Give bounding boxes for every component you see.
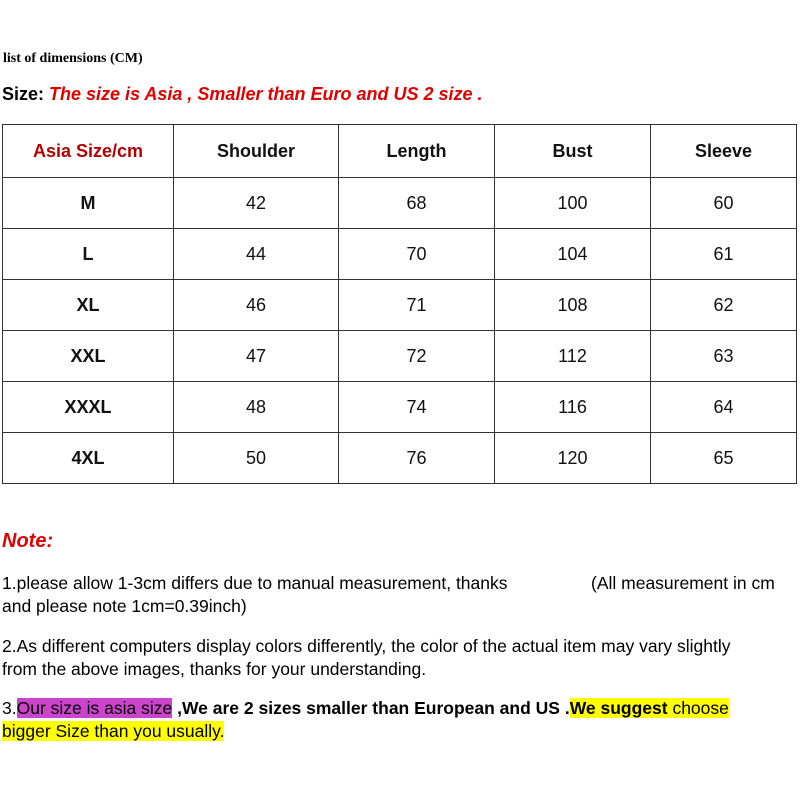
note-1-line-1: 1.please allow 1-3cm differs due to manual measurement, thanks xyxy=(2,573,508,593)
cell-sleeve: 64 xyxy=(651,382,797,433)
cell-bust: 120 xyxy=(495,433,651,484)
header-length: Length xyxy=(339,125,495,178)
cell-size: M xyxy=(3,178,174,229)
cell-size: L xyxy=(3,229,174,280)
size-note: The size is Asia , Smaller than Euro and US 2 size . xyxy=(49,84,483,104)
note-2-line-2: from the above images, thanks for your understanding. xyxy=(2,659,427,679)
header-shoulder: Shoulder xyxy=(174,125,339,178)
note-2 xyxy=(2,635,798,681)
cell-sleeve: 63 xyxy=(651,331,797,382)
cell-length: 71 xyxy=(339,280,495,331)
cell-bust: 112 xyxy=(495,331,651,382)
cell-size: XXXL xyxy=(3,382,174,433)
note-3-line-2 xyxy=(2,720,798,743)
cell-length: 70 xyxy=(339,229,495,280)
dimensions-caption: list of dimensions (CM) xyxy=(3,51,143,66)
note-3-asia-size-highlight: Our size is asia size xyxy=(16,698,173,718)
note-1-line-2: and please note 1cm=0.39inch) xyxy=(2,596,247,616)
cell-length: 68 xyxy=(339,178,495,229)
cell-sleeve: 60 xyxy=(651,178,797,229)
cell-shoulder: 42 xyxy=(174,178,339,229)
table-body xyxy=(3,178,797,484)
cell-shoulder: 44 xyxy=(174,229,339,280)
note-3-prefix: 3. xyxy=(2,698,17,718)
table-row xyxy=(3,178,797,229)
size-label: Size: xyxy=(2,84,45,104)
table-row xyxy=(3,433,797,484)
note-3-line-1 xyxy=(2,697,798,720)
note-3-choose-text: choose xyxy=(667,698,729,718)
cell-size: 4XL xyxy=(3,433,174,484)
cell-bust: 104 xyxy=(495,229,651,280)
header-sleeve: Sleeve xyxy=(651,125,797,178)
dimensions-table xyxy=(2,124,797,484)
cell-shoulder: 48 xyxy=(174,382,339,433)
cell-shoulder: 50 xyxy=(174,433,339,484)
cell-sleeve: 62 xyxy=(651,280,797,331)
cell-bust: 116 xyxy=(495,382,651,433)
note-2-line-1: 2.As different computers display colors differently, the color of the actual item may vary slightly xyxy=(2,636,731,656)
cell-shoulder: 47 xyxy=(174,331,339,382)
note-3-bigger-size-highlight: bigger Size than you usually. xyxy=(2,721,225,741)
cell-sleeve: 65 xyxy=(651,433,797,484)
table-row xyxy=(3,382,797,433)
cell-shoulder: 46 xyxy=(174,280,339,331)
cell-bust: 108 xyxy=(495,280,651,331)
cell-length: 72 xyxy=(339,331,495,382)
header-bust: Bust xyxy=(495,125,651,178)
size-line xyxy=(2,84,483,105)
table-row xyxy=(3,280,797,331)
table-row xyxy=(3,331,797,382)
note-1 xyxy=(2,572,798,618)
cell-size: XXL xyxy=(3,331,174,382)
note-1-tail: (All measurement in cm xyxy=(591,573,775,593)
cell-sleeve: 61 xyxy=(651,229,797,280)
cell-bust: 100 xyxy=(495,178,651,229)
cell-length: 76 xyxy=(339,433,495,484)
header-asia-size: Asia Size/cm xyxy=(3,125,174,178)
note-3-suggest-highlight: We suggest xyxy=(569,698,668,718)
cell-size: XL xyxy=(3,280,174,331)
note-title: Note: xyxy=(2,530,54,552)
note-3 xyxy=(2,697,798,743)
note-3-smaller-text: ,We are 2 sizes smaller than European and US . xyxy=(172,698,570,718)
table-header-row xyxy=(3,125,797,178)
table-row xyxy=(3,229,797,280)
cell-length: 74 xyxy=(339,382,495,433)
